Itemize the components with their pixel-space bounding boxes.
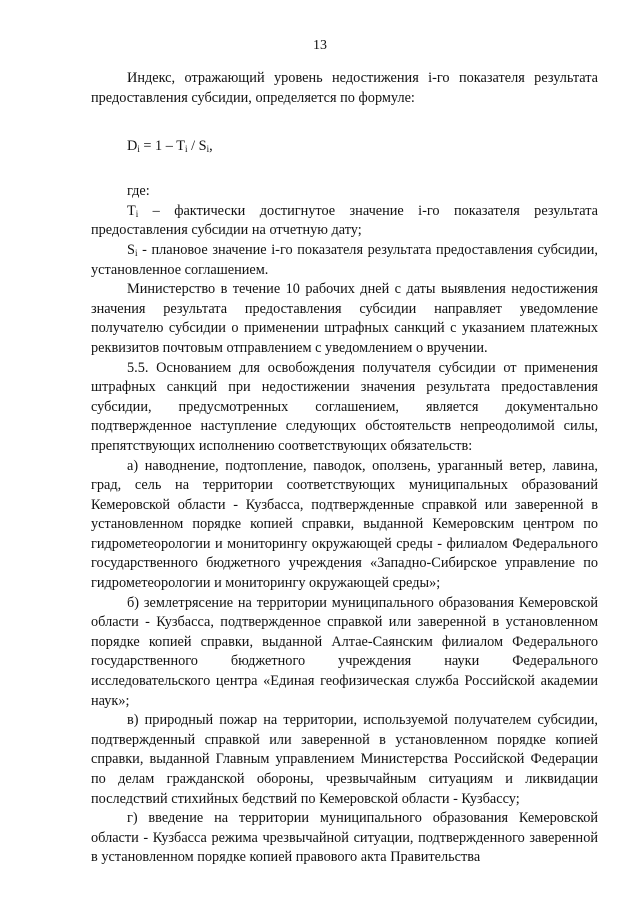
t-definition (91, 202, 598, 241)
item-b: б) землетрясение на территории муниципального образования Кемеровской области - Кузбасса, подтвержденное справкой или заверенной в установленном порядке копией справки, выданной Алтае-Саянским филиалом Федерального государственного бюджетного учреждения науки Федерального исследовательского центра «Единая геофизическая служба Российской академии наук»; (91, 594, 598, 709)
item-g: г) введение на территории муниципального образования Кемеровской области - Кузбасса режима чрезвычайной ситуации, подтвержденного заверенной в установленном порядке копией правового акта Правительства (91, 810, 598, 866)
s-definition (91, 241, 598, 280)
s-symbol-sub: i (134, 247, 138, 258)
intro-paragraph: Индекс, отражающий уровень недостижения i-го показателя результата предоставления субсидии, определяется по формуле: (91, 70, 598, 106)
formula-tail: , (209, 138, 213, 155)
formula-lhs-sub: i (137, 144, 140, 155)
formula-mid: = 1 – T (139, 138, 185, 155)
s-symbol: S (127, 241, 135, 258)
formula-lhs: D (127, 138, 138, 155)
ministry-paragraph: Министерство в течение 10 рабочих дней с даты выявления недостижения значения результата предоставления субсидии направляет уведомление получателю субсидии о применении штрафных санкций с указанием платежных реквизитов почтовым отправлением с уведомлением о вручении. (91, 281, 598, 356)
formula-slash-sub: i (206, 144, 210, 155)
t-symbol: T (127, 202, 136, 219)
formula-slash: / S (187, 138, 207, 155)
formula-mid-sub: i (184, 144, 188, 155)
formula (91, 136, 598, 156)
item-a: а) наводнение, подтопление, паводок, оползень, ураганный ветер, лавина, град, сель на территории соответствующих муниципальных образований Кемеровской области - Кузбасса, подтвержденные справкой или заверенной в установленном порядке копией справки, выданной Кемеровским центром по гидрометеорологии и мониторингу окружающей среды - филиалом Федерального государственного бюджетного учреждения «Западно-Сибирское управление по гидрометеорологии и мониторингу окружающей среды»; (91, 457, 598, 592)
where-label: где: (127, 183, 150, 200)
t-definition-text: – фактически достигнутое значение i-го показателя результата предоставления субсидии на отчетную дату; (91, 202, 598, 239)
t-symbol-sub: i (135, 208, 139, 219)
s-definition-text: - плановое значение i-го показателя результата предоставления субсидии, установленное соглашением. (91, 241, 598, 278)
document-body (91, 69, 598, 868)
item-v: в) природный пожар на территории, используемой получателем субсидии, подтвержденный справкой или заверенной в установленном порядке копией справки, выданной Главным управлением Министерства Российской Федерации по делам гражданской обороны, чрезвычайным ситуациям и ликвидации последствий стихийных бедствий по Кемеровской области - Кузбассу; (91, 712, 598, 807)
page-number: 13 (313, 38, 327, 53)
clause-5-5: 5.5. Основанием для освобождения получателя субсидии от применения штрафных санкций при недостижении значения результата предоставления субсидии, предусмотренных соглашением, является документально подтвержденное наступление следующих обстоятельств непреодолимой силы, препятствующих исполнению соответствующих обязательств: (91, 359, 598, 454)
